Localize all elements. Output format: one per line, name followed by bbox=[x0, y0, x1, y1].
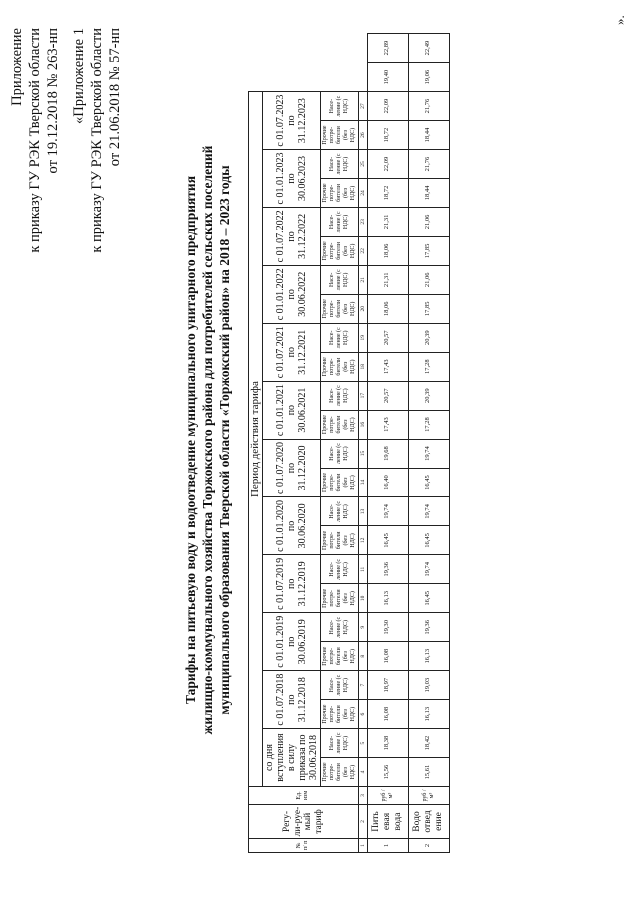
header-block bbox=[8, 28, 124, 358]
column-number: 1 bbox=[358, 839, 367, 853]
subheader-other-consumers: Прочие потре-бители (без НДС) bbox=[320, 584, 358, 613]
tariff-value: 17,85 bbox=[408, 236, 449, 265]
column-number: 9 bbox=[358, 613, 367, 642]
service-name: Пить евая вода bbox=[367, 805, 408, 839]
col-unit-header: Ед. изм bbox=[249, 787, 359, 805]
period-range-header: с 01.01.2023 по 30.06.2023 bbox=[262, 150, 320, 208]
tariff-value: 16,45 bbox=[367, 526, 408, 555]
column-number: 12 bbox=[358, 526, 367, 555]
tariff-value: 16,08 bbox=[367, 700, 408, 729]
title-line: жилищно-коммунального хозяйства Торжокского района для потребителей сельских поселений bbox=[200, 145, 215, 735]
tariff-value: 19,06 bbox=[408, 63, 449, 92]
column-number: 22 bbox=[358, 236, 367, 265]
tariff-value: 18,72 bbox=[367, 178, 408, 207]
column-number: 11 bbox=[358, 555, 367, 584]
tariff-value: 15,56 bbox=[367, 758, 408, 787]
column-number: 5 bbox=[358, 729, 367, 758]
row-number: 1 bbox=[367, 839, 408, 853]
subheader-other-consumers: Прочие потре-бители (без НДС) bbox=[320, 642, 358, 671]
subheader-population: Насе-ление (с НДС) bbox=[320, 265, 358, 294]
tariff-value: 18,06 bbox=[367, 294, 408, 323]
column-number: 14 bbox=[358, 468, 367, 497]
tariff-value: 19,30 bbox=[367, 613, 408, 642]
tariff-value: 18,42 bbox=[408, 729, 449, 758]
tariff-value: 21,76 bbox=[408, 150, 449, 179]
subheader-population: Насе-ление (с НДС) bbox=[320, 92, 358, 121]
subheader-population: Насе-ление (с НДС) bbox=[320, 671, 358, 700]
column-number: 7 bbox=[358, 671, 367, 700]
header-line: от 19.12.2018 № 263-нп bbox=[45, 28, 61, 174]
tariff-value: 22,89 bbox=[367, 34, 408, 63]
tariff-value: 18,38 bbox=[367, 729, 408, 758]
tariff-value: 19,74 bbox=[408, 555, 449, 584]
tariff-value: 16,45 bbox=[408, 526, 449, 555]
tariff-value: 16,13 bbox=[367, 584, 408, 613]
tariff-value: 19,68 bbox=[367, 439, 408, 468]
period-header: Период действия тарифа bbox=[249, 92, 263, 787]
period-range-header: с 01.07.2018 по 31.12.2018 bbox=[262, 671, 320, 729]
tariff-value: 16,45 bbox=[408, 584, 449, 613]
period-range-header: с 01.01.2020 по 30.06.2020 bbox=[262, 497, 320, 555]
subheader-other-consumers: Прочие потре-бители (без НДС) bbox=[320, 294, 358, 323]
column-number: 16 bbox=[358, 410, 367, 439]
header-line: «Приложение 1 bbox=[71, 28, 87, 124]
tariff-value: 19,74 bbox=[408, 439, 449, 468]
tariff-value: 21,31 bbox=[367, 265, 408, 294]
period-range-header: с 01.01.2021 по 30.06.2021 bbox=[262, 381, 320, 439]
tariff-table bbox=[248, 33, 450, 853]
tariff-value: 17,85 bbox=[408, 294, 449, 323]
period-range-header: с 01.01.2019 по 30.06.2019 bbox=[262, 613, 320, 671]
tariff-value: 15,61 bbox=[408, 758, 449, 787]
column-number: 27 bbox=[358, 92, 367, 121]
tariff-value: 22,09 bbox=[367, 150, 408, 179]
tariff-value: 19,40 bbox=[367, 63, 408, 92]
subheader-other-consumers: Прочие потре-бители (без НДС) bbox=[320, 700, 358, 729]
header-line: Приложение bbox=[9, 28, 25, 106]
subheader-other-consumers: Прочие потре-бители (без НДС) bbox=[320, 352, 358, 381]
tariff-value: 19,74 bbox=[408, 497, 449, 526]
column-number: 20 bbox=[358, 294, 367, 323]
unit: руб /м³ bbox=[408, 787, 449, 805]
tariff-value: 17,43 bbox=[367, 352, 408, 381]
tariff-value: 20,39 bbox=[408, 323, 449, 352]
tariff-value: 21,06 bbox=[408, 207, 449, 236]
tariff-value: 22,09 bbox=[367, 92, 408, 121]
subheader-population: Насе-ление (с НДС) bbox=[320, 497, 358, 526]
column-number: 2 bbox=[358, 805, 367, 839]
column-number: 18 bbox=[358, 352, 367, 381]
column-number: 17 bbox=[358, 381, 367, 410]
period-range-header: с 01.07.2023 по 31.12.2023 bbox=[262, 92, 320, 150]
header-line: к приказу ГУ РЭК Тверской области bbox=[89, 28, 105, 253]
tariff-value: 16,13 bbox=[408, 700, 449, 729]
unit: руб /м³ bbox=[367, 787, 408, 805]
title-line: Тарифы на питьевую воду и водоотведение муниципального унитарного предприятия bbox=[183, 176, 198, 704]
period-range-header: с 01.07.2019 по 31.12.2019 bbox=[262, 555, 320, 613]
tariff-value: 17,28 bbox=[408, 352, 449, 381]
tariff-value: 21,06 bbox=[408, 265, 449, 294]
subheader-population: Насе-ление (с НДС) bbox=[320, 323, 358, 352]
header-line: от 21.06.2018 № 57-нп bbox=[107, 28, 123, 167]
tariff-value: 19,03 bbox=[408, 671, 449, 700]
subheader-other-consumers: Прочие потре-бители (без НДС) bbox=[320, 410, 358, 439]
period-range-header: с 01.07.2022 по 31.12.2022 bbox=[262, 207, 320, 265]
column-number: 26 bbox=[358, 121, 367, 150]
tariff-value: 16,45 bbox=[408, 468, 449, 497]
tariff-value: 16,08 bbox=[367, 642, 408, 671]
subheader-population: Насе-ление (с НДС) bbox=[320, 729, 358, 758]
tariff-value: 20,39 bbox=[408, 381, 449, 410]
tariff-value: 16,13 bbox=[408, 642, 449, 671]
tariff-value: 17,43 bbox=[367, 410, 408, 439]
tariff-value: 22,49 bbox=[408, 34, 449, 63]
subheader-other-consumers: Прочие потре-бители (без НДС) bbox=[320, 526, 358, 555]
subheader-other-consumers: Прочие потре-бители (без НДС) bbox=[320, 236, 358, 265]
tariff-value: 18,72 bbox=[367, 121, 408, 150]
period-range-header: с 01.07.2020 по 31.12.2020 bbox=[262, 439, 320, 497]
subheader-population: Насе-ление (с НДС) bbox=[320, 439, 358, 468]
subheader-population: Насе-ление (с НДС) bbox=[320, 381, 358, 410]
column-number: 23 bbox=[358, 207, 367, 236]
tariff-value: 20,57 bbox=[367, 323, 408, 352]
tariff-value: 19,36 bbox=[367, 555, 408, 584]
tariff-value: 18,44 bbox=[408, 178, 449, 207]
column-number: 24 bbox=[358, 178, 367, 207]
subheader-population: Насе-ление (с НДС) bbox=[320, 207, 358, 236]
column-number: 8 bbox=[358, 642, 367, 671]
subheader-population: Насе-ление (с НДС) bbox=[320, 150, 358, 179]
subheader-other-consumers: Прочие потре-бители (без НДС) bbox=[320, 178, 358, 207]
subheader-population: Насе-ление (с НДС) bbox=[320, 613, 358, 642]
subheader-other-consumers: Прочие потре-бители (без НДС) bbox=[320, 758, 358, 787]
tariff-value: 21,31 bbox=[367, 207, 408, 236]
tariff-value: 19,36 bbox=[408, 613, 449, 642]
column-number: 19 bbox=[358, 323, 367, 352]
tariff-value: 21,76 bbox=[408, 92, 449, 121]
col-no-header: № п/ п bbox=[249, 839, 359, 853]
table-row bbox=[367, 34, 408, 853]
header-line: к приказу ГУ РЭК Тверской области bbox=[27, 28, 43, 253]
subheader-other-consumers: Прочие потре-бители (без НДС) bbox=[320, 121, 358, 150]
column-number: 6 bbox=[358, 700, 367, 729]
tariff-value: 18,97 bbox=[367, 671, 408, 700]
tariff-value: 17,28 bbox=[408, 410, 449, 439]
subheader-other-consumers: Прочие потре-бители (без НДС) bbox=[320, 468, 358, 497]
period-range-header: со дня вступления в силу приказа по 30.06.2018 bbox=[262, 729, 320, 787]
document-title bbox=[182, 45, 233, 835]
column-number: 4 bbox=[358, 758, 367, 787]
closing-mark: ». bbox=[612, 15, 627, 25]
table-row bbox=[408, 34, 449, 853]
title-line: муниципального образования Тверской области «Торжокский район» на 2018 – 2023 годы bbox=[217, 165, 232, 715]
tariff-value: 18,44 bbox=[408, 121, 449, 150]
column-number: 10 bbox=[358, 584, 367, 613]
service-name: Водо отвед ение bbox=[408, 805, 449, 839]
column-number: 15 bbox=[358, 439, 367, 468]
column-number: 21 bbox=[358, 265, 367, 294]
row-number: 2 bbox=[408, 839, 449, 853]
column-number: 3 bbox=[358, 787, 367, 805]
column-number: 13 bbox=[358, 497, 367, 526]
period-range-header: с 01.07.2021 по 31.12.2021 bbox=[262, 323, 320, 381]
tariff-value: 19,74 bbox=[367, 497, 408, 526]
subheader-population: Насе-ление (с НДС) bbox=[320, 555, 358, 584]
col-tariff-header: Регу-ли-руе-мый тариф bbox=[249, 805, 359, 839]
tariff-value: 18,06 bbox=[367, 236, 408, 265]
tariff-value: 16,40 bbox=[367, 468, 408, 497]
tariff-value: 20,57 bbox=[367, 381, 408, 410]
column-number: 25 bbox=[358, 150, 367, 179]
period-range-header: с 01.01.2022 по 30.06.2022 bbox=[262, 265, 320, 323]
